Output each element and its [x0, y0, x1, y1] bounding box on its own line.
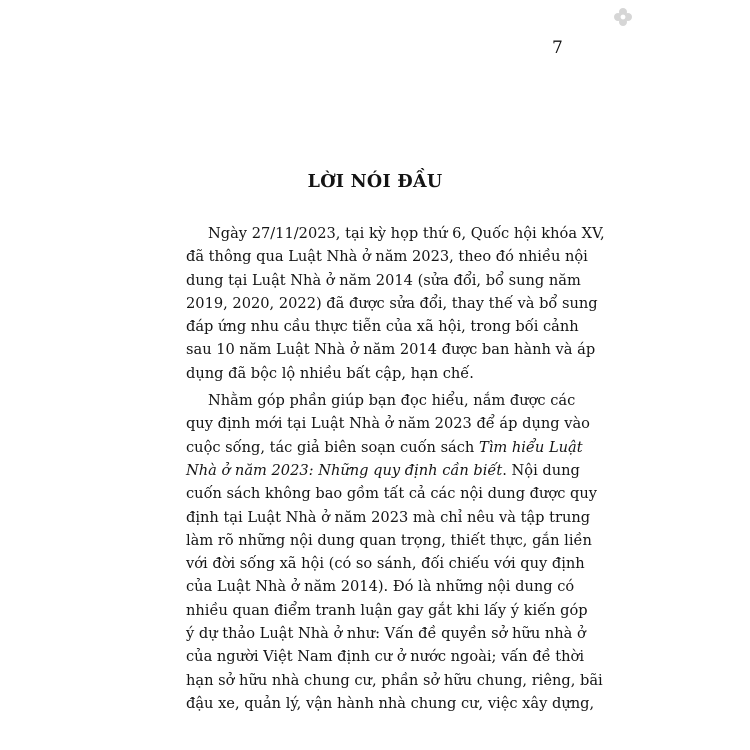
text-line: với đời sống xã hội (có so sánh, đối chiếu với quy định	[186, 555, 585, 573]
text-line: của Luật Nhà ở năm 2014). Đó là những nội dung có	[186, 578, 575, 596]
text-line: 2019, 2020, 2022) đã được sửa đổi, thay thế và bổ sung	[186, 294, 598, 312]
text-line: quy định mới tại Luật Nhà ở năm 2023 để áp dụng vào	[186, 415, 590, 433]
text-line: dung tại Luật Nhà ở năm 2014 (sửa đổi, bổ sung năm	[186, 271, 581, 289]
text-line: Ngày 27/11/2023, tại kỳ họp thứ 6, Quốc hội khóa XV,	[208, 225, 605, 242]
text-line: cuốn sách không bao gồm tất cả các nội dung được quy	[186, 485, 598, 503]
text-line: định tại Luật Nhà ở năm 2023 mà chỉ nêu và tập trung	[186, 508, 591, 526]
text-line: sau 10 năm Luật Nhà ở năm 2014 được ban hành và áp	[186, 341, 596, 359]
text-line: Nhằm góp phần giúp bạn đọc hiểu, nắm được các	[208, 392, 576, 410]
flower-ornament-icon	[612, 6, 634, 28]
text-line	[186, 459, 580, 482]
body-text	[186, 222, 605, 715]
chapter-title: LỜI NÓI ĐẦU	[307, 172, 443, 192]
text-line: đã thông qua Luật Nhà ở năm 2023, theo đó nhiều nội	[186, 248, 588, 266]
text-line: làm rõ những nội dung quan trọng, thiết thực, gắn liền	[186, 531, 592, 549]
book-title-italic: Nhà ở năm 2023: Những quy định cần biết	[186, 461, 503, 479]
text-fragment: cuộc sống, tác giả biên soạn cuốn sách	[186, 438, 475, 456]
text-line	[186, 436, 583, 459]
book-title-italic: Tìm hiểu Luật	[478, 438, 583, 456]
text-line: của người Việt Nam định cư ở nước ngoài; vấn đề thời	[186, 648, 585, 666]
text-line: đậu xe, quản lý, vận hành nhà chung cư, việc xây dựng,	[186, 694, 595, 712]
text-line: nhiều quan điểm tranh luận gay gắt khi lấy ý kiến góp	[186, 601, 588, 619]
text-line: ý dự thảo Luật Nhà ở như: Vấn đề quyền sở hữu nhà ở	[186, 625, 586, 643]
page-number: 7	[552, 38, 563, 58]
text-line: hạn sở hữu nhà chung cư, phần sở hữu chung, riêng, bãi	[186, 671, 603, 689]
text-line: đáp ứng nhu cầu thực tiễn của xã hội, trong bối cảnh	[186, 318, 579, 336]
text-line: dụng đã bộc lộ nhiều bất cập, hạn chế.	[186, 364, 474, 382]
text-fragment: . Nội dung	[502, 461, 580, 479]
